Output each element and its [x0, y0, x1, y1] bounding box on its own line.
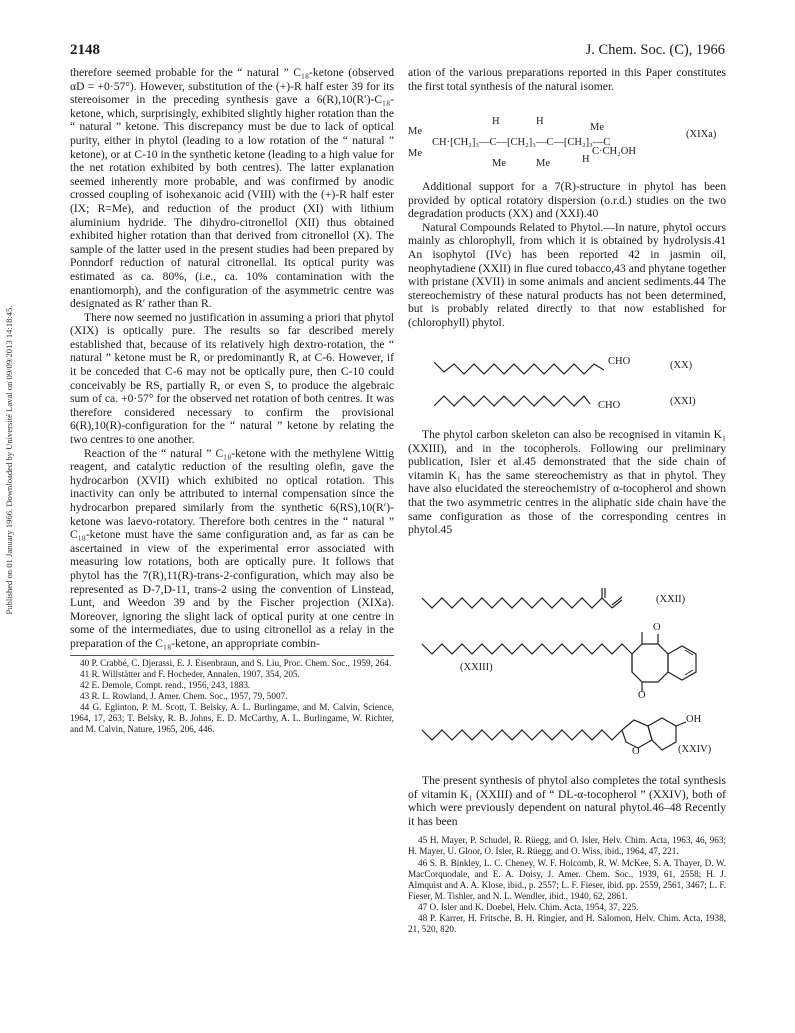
structure-label: (XXII) [656, 594, 686, 605]
structure-xxi: CHO (XXI) [432, 390, 722, 418]
footnote: 46 S. B. Binkley, L. C. Cheney, W. F. Holcomb, R. W. McKee, S. A. Thayer, D. W. MacCorquodale, and E. A. Doisy, J. Amer. Chem. Soc., 1939, 61, 2558; H. J. Almquist and A. A. Klose, ibid., p. 2557; L. F. Fieser, ibid. pp. 2559, 2561, 3467; L. F. Fieser, M. Tishler, and N. L. Wendler, ibid., 1940, 62, 2861. [408, 857, 726, 901]
paragraph: The present synthesis of phytol also completes the total synthesis of vitamin K₁ (XXIII) and of “ DL-α-tocopherol ” (XXIV), both of which were previously dependent on natural phytol.46–48 Recently it has been [408, 774, 726, 828]
paragraph: The phytol carbon skeleton can also be recognised in vitamin K₁ (XXIII), and in the tocopherols. Following our preliminary publication, Isler et al.45 demonstrated that the side chain of vitamin K₁ has the same stereochemistry as that in phytol. They have also elucidated the stereochemistry of α-tocopherol and shown that the two asymmetric centres in the aliphatic side chain have the same configuration as those of the corresponding centres in phytol.45 [408, 428, 726, 537]
page-number: 2148 [70, 42, 100, 58]
structure-label: (XX) [670, 360, 693, 371]
footnote: 48 P. Karrer, H. Fritsche, B. H. Ringier, and H. Salomon, Helv. Chim. Acta, 1938, 21, 520, 820. [408, 913, 726, 935]
right-column-top [408, 66, 726, 93]
footnote: 42 E. Demole, Compt. rend., 1956, 243, 1883. [80, 679, 251, 690]
footnote: 43 R. L. Rowland, J. Amer. Chem. Soc., 1957, 79, 5007. [80, 690, 288, 701]
journal-header: J. Chem. Soc. (C), 1966 [585, 42, 725, 58]
paragraph: Natural Compounds Related to Phytol.—In nature, phytol occurs mainly as chlorophyll, from which it is obtained by hydrolysis.41 An isophytol (IVc) has been reported 42 in jasmin oil, neophytadiene (XXII) in flue cured tobacco,43 and phytane together with pristane (XVII) in some animals and ancient sediments.44 The stereochemistry of these natural products has not been determined, but is probably related directly to that now established for (chlorophyll) phytol. [408, 220, 726, 329]
paragraph: There now seemed no justification in assuming a priori that phytol (XIX) is optically pure. The results so far described merely established that, because of its relatively high dextro-rotation, the “ natural ” ketone must be R, or predominantly R, at C-6. However, if it be conceded that C-6 may not be optically pure, then C-10 could conceivably be RS, partially R, or even S, to produce the algebraic sum of ca. +0·57° for the observed net rotation of both centres. It was therefore considered necessary to confirm the provisional 6(R),10(R)-configuration for the “ natural ” ketone by relating the two centres to one another. [70, 310, 394, 447]
structure-xx: CHO (XX) [432, 356, 722, 384]
structure-xxiii: O O (XXIII) [420, 620, 720, 698]
paragraph: therefore seemed probable for the “ natural ” C₁₈-ketone (observed αD = +0·57°). However, substitution of the (+)-R half ester 39 for its stereoisomer in the preceding synthesis gave a 6(R),10(R′)-C₁₈-ketone, which, surprisingly, exhibited slightly higher rotation than the “ natural ” ketone. This discrepancy must be due to lack of optical purity, either in phytol (leading to a low rotation of the “ natural ” ketone), or at C-10 in the synthetic ketone (leading to a high value for the net rotation exhibited by both centres). The latter explanation seemed inherently more probable, and was confirmed by anodic crossed coupling of isohexanoic acid (VIII) with the (+)-R half ester (IX; R=Me), and reduction of the product (XI) with lithium aluminium hydride. The dihydro-citronellol (XII) thus obtained exhibited higher rotation than that derived from citronellol (X). The sample of the latter used in the present studies had been prepared by Ponndorf reduction of natural citronellal. Its optical purity was estimated as ca. 80%, (i.e., ca. 10% contamination with the enantiomorph), and the configuration of the asymmetric centre was designated as R′ rather than R. [70, 66, 394, 311]
footnote: 41 R. Willstätter and F. Hocheder, Annalen, 1907, 354, 205. [80, 668, 300, 679]
footnotes-right [408, 833, 726, 935]
footnote: 40 P. Crabbé, C. Djerassi, E. J. Eisenbraun, and S. Liu, Proc. Chem. Soc., 1959, 264. [80, 657, 392, 668]
paragraph: ation of the various preparations reported in this Paper constitutes the first total synthesis of the natural isomer. [408, 66, 726, 93]
footnote: 44 G. Eglinton, P. M. Scott, T. Belsky, A. L. Burlingame, and M. Calvin, Science, 1964, 17, 263; T. Belsky, R. B. Johns, E. D. McCarthy, A. L. Burlingame, W. Richter, and M. Calvin, Nature, 1965, 206, 446. [70, 701, 394, 735]
right-column-lower [408, 428, 726, 537]
footnote: 47 O. Isler and K. Doebel, Helv. Chim. Acta, 1954, 37, 225. [418, 901, 639, 912]
structure-label: (XXIV) [678, 744, 712, 755]
left-column [70, 66, 394, 735]
structure-label: (XXIII) [460, 662, 493, 673]
right-column-bottom [408, 774, 726, 935]
structure-xxii [420, 586, 686, 618]
download-watermark: Published on 01 January 1966. Downloaded by Université Laval on 09/09/2013 14:18:45. [4, 305, 14, 615]
formula-xixa: Me Me CH·[CH₂]₃—C—[CH₂]₃—C—[CH₂]₃—C H H Me Me Me H C·CH₂OH (XIXa) [408, 116, 717, 169]
structure-label: (XXI) [670, 396, 696, 407]
structure-xxiv: OH O (XXIV) [420, 712, 730, 762]
footnotes-left [70, 655, 394, 736]
right-column-mid [408, 180, 726, 330]
formula-label: (XIXa) [686, 129, 717, 140]
footnote: 45 H. Mayer, P. Schudel, R. Rüegg, and O. Isler, Helv. Chim. Acta, 1963, 46, 963; H. Mayer, U. Gloor, O. Isler, R. Rüegg, and O. Wiss, ibid., 1964, 47, 221. [408, 835, 726, 857]
paragraph: Additional support for a 7(R)-structure in phytol has been provided by optical rotatory dispersion (o.r.d.) studies on the two degradation products (XX) and (XXI).40 [408, 180, 726, 221]
paragraph: Reaction of the “ natural ” C₁₈-ketone with the methylene Wittig reagent, and catalytic reduction of the resulting olefin, gave the hydrocarbon (XVII) which exhibited no optical rotation. This inactivity can only be attributed to internal compensation since the hydrocarbon prepared similarly from the synthetic 6(RS),10(R′)-ketone was laevo-rotatory. Therefore both centres in the “ natural ” C₁₈-ketone must have the same configuration and, as far as can be ascertained in view of the experimental error associated with measuring low rotations, both are optically pure. It follows that phytol has the 7(R),11(R)-trans-2-configuration, which may also be represented as D-7,D-11, trans-2 using the convention of Linstead, Lunt, and Weedon 39 and by the Fischer projection (XIXa). Moreover, ignoring the slight lack of optical purity at one centre in some of the intermediates, due to using citronellol as a relay in the preparation of the C₁₈-ketone, an appropriate combin- [70, 446, 394, 650]
